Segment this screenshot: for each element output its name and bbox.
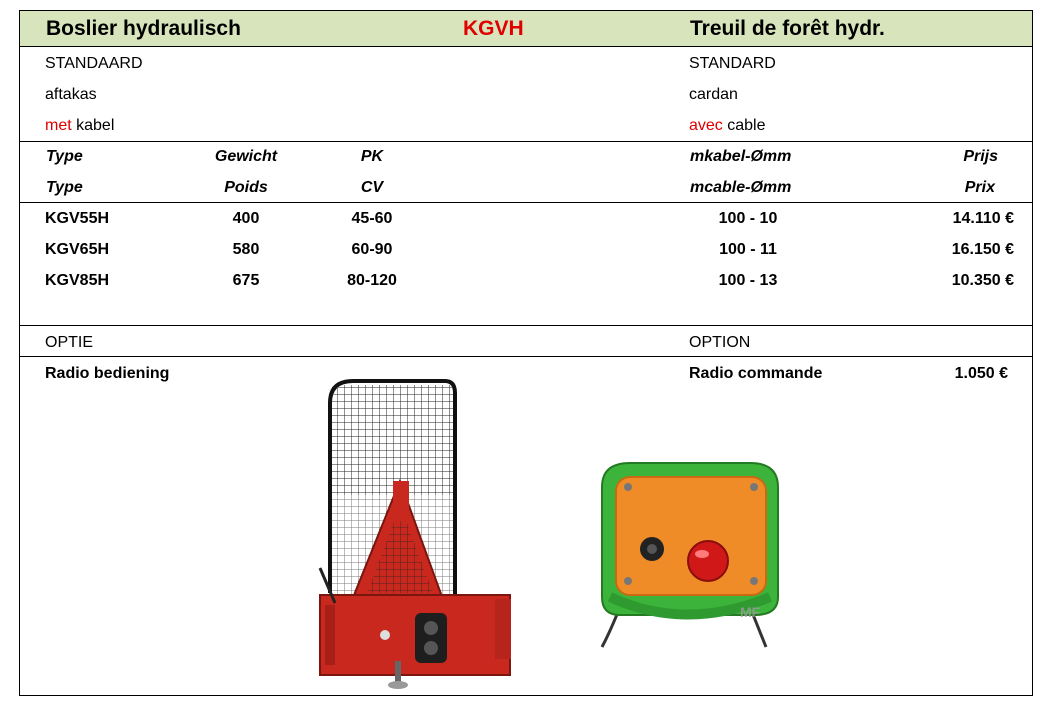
row-cable: 100 - 11 — [719, 241, 777, 258]
row-pk: 80-120 — [347, 272, 397, 289]
row-cable: 100 - 10 — [718, 210, 778, 227]
row-pk: 45-60 — [351, 210, 393, 227]
row-price: 14.110 € — [952, 210, 1014, 227]
cable-note-nl — [45, 117, 114, 135]
col-price-nl: Prijs — [963, 148, 998, 165]
divider — [20, 325, 1032, 326]
row-weight: 675 — [232, 272, 260, 289]
price-sheet — [19, 10, 1033, 696]
cable-suffix-nl: kabel — [76, 117, 115, 134]
cable-suffix-fr: cable — [727, 117, 766, 134]
col-pk-nl: PK — [360, 148, 384, 165]
divider — [20, 141, 1032, 142]
row-type: KGV55H — [45, 210, 110, 227]
row-cable: 100 - 13 — [718, 272, 778, 289]
col-type-nl: Type — [46, 148, 83, 165]
option-price: 1.050 € — [954, 365, 1008, 382]
col-weight-fr: Poids — [224, 179, 268, 196]
divider — [20, 202, 1032, 203]
col-weight-nl: Gewicht — [214, 148, 278, 165]
row-pk: 60-90 — [351, 241, 393, 258]
cable-note-fr — [689, 117, 766, 135]
col-cable-nl: mkabel-Ømm — [690, 148, 792, 165]
title-french: Treuil de forêt hydr. — [690, 17, 885, 40]
row-type: KGV85H — [45, 272, 110, 289]
standard-label-nl: STANDAARD — [45, 55, 143, 72]
option-label-fr: OPTION — [689, 334, 751, 351]
divider — [20, 356, 1032, 357]
drive-nl: aftakas — [45, 86, 97, 103]
header-bar — [20, 11, 1032, 47]
cable-prefix-fr: avec — [689, 117, 723, 134]
col-cable-fr: mcable-Ømm — [690, 179, 792, 196]
standard-label-fr: STANDARD — [689, 55, 776, 72]
title-dutch: Boslier hydraulisch — [46, 17, 241, 40]
option-item-nl: Radio bediening — [45, 365, 170, 382]
row-type: KGV65H — [45, 241, 110, 258]
logo-watermark: MF — [740, 604, 761, 620]
row-weight: 400 — [232, 210, 260, 227]
col-type-fr: Type — [46, 179, 83, 196]
row-price: 10.350 € — [951, 272, 1014, 289]
cable-prefix-nl: met — [45, 117, 72, 134]
row-price: 16.150 € — [951, 241, 1014, 258]
col-price-fr: Prix — [964, 179, 995, 196]
option-item-fr: Radio commande — [689, 365, 823, 382]
drive-fr: cardan — [689, 86, 738, 103]
row-weight: 580 — [232, 241, 260, 258]
radio-remote-image — [590, 457, 782, 649]
col-pk-fr: CV — [360, 179, 384, 196]
forestry-winch-image — [295, 373, 515, 691]
model-code: KGVH — [463, 17, 524, 40]
option-label-nl: OPTIE — [45, 334, 94, 351]
